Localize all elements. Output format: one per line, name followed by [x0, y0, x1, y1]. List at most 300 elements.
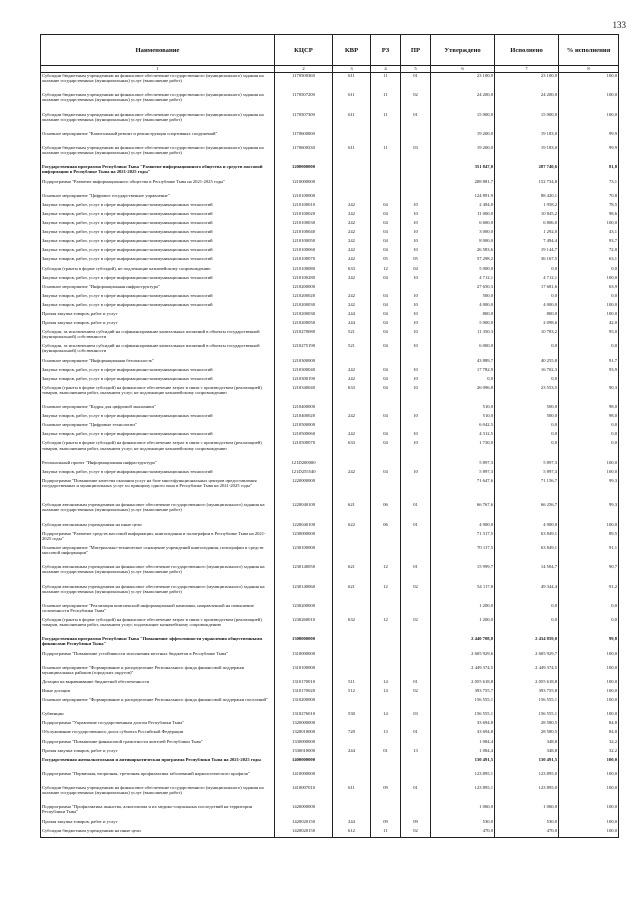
row-rz — [371, 531, 401, 545]
row-percent: 91,2 — [559, 584, 619, 603]
row-name: Основное мероприятие "Материально-техническое оснащение учреждений книгоиздания, полиграфии и средств массовой информации" — [41, 545, 275, 564]
row-kcsr: 1170600000 — [275, 131, 333, 145]
row-kvr: 242 — [333, 367, 371, 376]
row-pr: 01 — [401, 785, 431, 804]
row-executed: 19 183,0 — [495, 131, 559, 145]
row-rz: 12 — [371, 617, 401, 636]
row-approved: 208 881,7 — [431, 179, 495, 193]
row-executed: 17 681,6 — [495, 284, 559, 293]
row-rz: 11 — [371, 145, 401, 164]
row-name: Закупка товаров, работ, услуг в сфере информационно-коммуникационных технологий — [41, 220, 275, 229]
table-row — [41, 531, 619, 545]
row-kcsr: 1230260010 — [275, 617, 333, 636]
row-rz: 04 — [371, 202, 401, 211]
row-pr: 09 — [401, 819, 431, 828]
row-pr — [401, 665, 431, 679]
row-approved: 1 084,4 — [431, 739, 495, 748]
row-kvr: 633 — [333, 266, 371, 275]
row-kcsr: 1210100050 — [275, 238, 333, 247]
row-rz: 04 — [371, 320, 401, 329]
row-executed: 152 734,8 — [495, 179, 559, 193]
row-approved: 24 200,0 — [431, 92, 495, 111]
row-approved: 123 895,1 — [431, 771, 495, 785]
row-kvr — [333, 739, 371, 748]
row-pr: 10 — [401, 469, 431, 478]
table-row — [41, 460, 619, 469]
row-executed: 1 060,0 — [495, 804, 559, 818]
row-approved: 6 000,0 — [431, 343, 495, 357]
row-executed: 23 553,5 — [495, 385, 559, 404]
row-executed: 0,0 — [495, 293, 559, 302]
row-percent: 100,0 — [559, 522, 619, 531]
row-approved: 1 060,0 — [431, 804, 495, 818]
row-kvr — [333, 771, 371, 785]
row-kcsr: 1310170010 — [275, 679, 333, 688]
row-executed: 6 806,0 — [495, 220, 559, 229]
row-percent: 100,0 — [559, 665, 619, 679]
row-approved: 57 298,2 — [431, 256, 495, 265]
row-kvr: 242 — [333, 220, 371, 229]
col-header-executed: Исполнено — [495, 35, 559, 66]
row-executed: 15 000,0 — [495, 112, 559, 131]
row-rz: 04 — [371, 302, 401, 311]
row-rz: 04 — [371, 293, 401, 302]
table-row — [41, 828, 619, 838]
row-pr: 05 — [401, 256, 431, 265]
row-pr: 10 — [401, 229, 431, 238]
row-name: Дотации на выравнивание бюджетной обеспеченности — [41, 679, 275, 688]
row-executed: 19 183,0 — [495, 145, 559, 164]
row-percent: 78,5 — [559, 202, 619, 211]
col-num: 5 — [401, 66, 431, 73]
row-approved: 26 583,6 — [431, 247, 495, 256]
row-name: Субсидии автономным учреждениям на иные цели — [41, 522, 275, 531]
row-percent: 42,0 — [559, 320, 619, 329]
row-kcsr: 1300000000 — [275, 636, 333, 650]
row-percent: 99,8 — [559, 636, 619, 650]
row-kcsr: 1210200030 — [275, 311, 333, 320]
row-pr: 01 — [401, 729, 431, 738]
row-kcsr: 1420000000 — [275, 804, 333, 818]
row-executed: 23 100,0 — [495, 73, 559, 93]
row-pr: 03 — [401, 145, 431, 164]
row-rz: 14 — [371, 711, 401, 720]
table-row — [41, 748, 619, 757]
row-percent: 70,8 — [559, 193, 619, 202]
row-percent: 100,0 — [559, 697, 619, 711]
row-name: Закупка товаров, работ, услуг в сфере информационно-коммуникационных технологий — [41, 413, 275, 422]
row-pr: 01 — [401, 522, 431, 531]
table-row — [41, 247, 619, 256]
table-row — [41, 665, 619, 679]
col-header-pr: ПР — [401, 35, 431, 66]
row-rz — [371, 404, 401, 413]
row-percent: 100,0 — [559, 785, 619, 804]
row-approved: 71 647,6 — [431, 478, 495, 502]
row-name: Основное мероприятие "Цифровые технологии" — [41, 422, 275, 431]
row-percent: 63,1 — [559, 256, 619, 265]
row-percent: 73,1 — [559, 179, 619, 193]
row-approved: 70 117,5 — [431, 545, 495, 564]
row-approved: 1 200,0 — [431, 617, 495, 636]
row-kcsr: 1210100070 — [275, 256, 333, 265]
row-rz — [371, 757, 401, 771]
row-kvr: 621 — [333, 502, 371, 521]
row-percent: 100,0 — [559, 828, 619, 838]
row-kvr — [333, 636, 371, 650]
row-kvr: 242 — [333, 413, 371, 422]
row-kcsr: 1420020150 — [275, 819, 333, 828]
table-row — [41, 771, 619, 785]
row-kcsr: 1220040100 — [275, 522, 333, 531]
row-approved: 6 042,5 — [431, 422, 495, 431]
row-rz: 04 — [371, 469, 401, 478]
row-percent: 100,0 — [559, 804, 619, 818]
row-rz: 11 — [371, 92, 401, 111]
row-percent: 100,0 — [559, 771, 619, 785]
row-executed: 24 200,0 — [495, 92, 559, 111]
row-rz: 09 — [371, 819, 401, 828]
row-percent: 90,3 — [559, 385, 619, 404]
row-percent: 32,2 — [559, 748, 619, 757]
row-pr — [401, 531, 431, 545]
row-percent: 0,0 — [559, 422, 619, 431]
table-row — [41, 320, 619, 329]
table-row — [41, 440, 619, 459]
row-approved: 2 449 374,5 — [431, 665, 495, 679]
row-pr: 01 — [401, 112, 431, 131]
row-kcsr: 1210000000 — [275, 179, 333, 193]
row-approved: 43 889,7 — [431, 358, 495, 367]
table-row — [41, 697, 619, 711]
row-rz — [371, 651, 401, 665]
row-kvr: 242 — [333, 202, 371, 211]
row-kcsr: 1310200000 — [275, 697, 333, 711]
row-rz: 12 — [371, 266, 401, 275]
row-percent: 0,0 — [559, 440, 619, 459]
row-pr — [401, 422, 431, 431]
row-kvr: 511 — [333, 679, 371, 688]
row-pr — [401, 478, 431, 502]
table-row — [41, 413, 619, 422]
row-executed: 2 098,6 — [495, 320, 559, 329]
row-rz: 04 — [371, 229, 401, 238]
row-approved: 500,0 — [431, 293, 495, 302]
row-executed: 2 055 618,8 — [495, 679, 559, 688]
table-row — [41, 422, 619, 431]
row-rz: 04 — [371, 367, 401, 376]
row-kcsr: 1410000000 — [275, 771, 333, 785]
row-executed: 393 755,8 — [495, 688, 559, 697]
column-number-row — [41, 66, 619, 73]
row-pr: 02 — [401, 92, 431, 111]
row-kvr — [333, 651, 371, 665]
row-executed: 14 504,7 — [495, 564, 559, 583]
row-rz — [371, 284, 401, 293]
table-row — [41, 179, 619, 193]
row-kcsr: 1210300000 — [275, 358, 333, 367]
row-name: Подпрограмма "Развитие информационного общества в Республике Тыва на 2021-2025 годы" — [41, 179, 275, 193]
row-executed: 2 434 859,0 — [495, 636, 559, 650]
row-rz — [371, 665, 401, 679]
col-header-approved: Утверждено — [431, 35, 495, 66]
table-row — [41, 329, 619, 343]
row-executed: 348,8 — [495, 748, 559, 757]
table-row — [41, 545, 619, 564]
row-rz: 05 — [371, 256, 401, 265]
row-percent — [559, 376, 619, 385]
row-name: Субсидии автономным учреждениям на финансовое обеспечение государственного (муниципального) задания на оказание государственных (муниципальных) услуг (выполнение работ) — [41, 502, 275, 521]
row-percent: 100,0 — [559, 275, 619, 284]
row-executed: 36 167,5 — [495, 256, 559, 265]
row-approved: 17 782,9 — [431, 367, 495, 376]
row-approved: 5 000,0 — [431, 266, 495, 275]
row-kvr: 512 — [333, 688, 371, 697]
row-percent: 0,0 — [559, 617, 619, 636]
row-kvr — [333, 478, 371, 502]
row-kvr — [333, 131, 371, 145]
row-percent: 100,0 — [559, 651, 619, 665]
row-name: Закупка товаров, работ, услуг в сфере информационно-коммуникационных технологий — [41, 247, 275, 256]
row-pr: 10 — [401, 376, 431, 385]
row-approved: 510,0 — [431, 404, 495, 413]
row-executed: 1 958,2 — [495, 202, 559, 211]
row-kvr — [333, 164, 371, 178]
row-approved: 124 891,9 — [431, 193, 495, 202]
row-name: Обслуживание государственного долга субъекта Российской Федерации — [41, 729, 275, 738]
col-num: 3 — [333, 66, 371, 73]
row-percent: 100,0 — [559, 757, 619, 771]
row-kvr: 242 — [333, 275, 371, 284]
row-kcsr: 1420020150 — [275, 828, 333, 838]
row-executed: 156 555,1 — [495, 711, 559, 720]
table-row — [41, 302, 619, 311]
col-num: 8 — [559, 66, 619, 73]
col-num: 1 — [41, 66, 275, 73]
row-executed: 530,0 — [495, 819, 559, 828]
row-approved: 15 000,0 — [431, 112, 495, 131]
table-row — [41, 293, 619, 302]
row-kvr: 244 — [333, 819, 371, 828]
row-kcsr: 1210300040 — [275, 367, 333, 376]
row-name: Закупка товаров, работ, услуг в сфере информационно-коммуникационных технологий — [41, 431, 275, 440]
row-name: Закупка товаров, работ, услуг в сфере информационно-коммуникационных технологий — [41, 367, 275, 376]
row-percent: 32,2 — [559, 739, 619, 748]
row-rz: 06 — [371, 522, 401, 531]
row-kcsr: 1330010000 — [275, 748, 333, 757]
row-pr — [401, 460, 431, 469]
budget-table — [40, 34, 619, 838]
row-kvr: 632 — [333, 617, 371, 636]
row-pr: 10 — [401, 293, 431, 302]
row-kcsr: 1210400020 — [275, 413, 333, 422]
row-pr: 13 — [401, 748, 431, 757]
row-name: Прочая закупка товаров, работ и услуг — [41, 748, 275, 757]
row-percent: 84,8 — [559, 729, 619, 738]
table-row — [41, 804, 619, 818]
row-rz — [371, 358, 401, 367]
row-rz — [371, 720, 401, 729]
row-rz: 01 — [371, 748, 401, 757]
row-kcsr: 1210340040 — [275, 385, 333, 404]
table-row — [41, 564, 619, 583]
row-executed: 88 420,1 — [495, 193, 559, 202]
row-pr — [401, 404, 431, 413]
row-kcsr: 1210400000 — [275, 404, 333, 413]
row-kcsr: 1230000000 — [275, 531, 333, 545]
row-kvr: 720 — [333, 729, 371, 738]
row-pr — [401, 164, 431, 178]
row-name: Государственная программа Республики Тыва "Повышение эффективности управления общественными финансами Республики Тыва" — [41, 636, 275, 650]
row-kvr — [333, 697, 371, 711]
row-name: Подпрограмма "Первичная, вторичная, третичная профилактика заболеваний наркологического профиля" — [41, 771, 275, 785]
row-pr — [401, 757, 431, 771]
row-percent: 63,9 — [559, 284, 619, 293]
row-pr: 10 — [401, 440, 431, 459]
row-percent: 84,8 — [559, 720, 619, 729]
row-executed: 287 740,6 — [495, 164, 559, 178]
row-executed: 348,8 — [495, 739, 559, 748]
row-percent: 100,0 — [559, 92, 619, 111]
row-rz: 04 — [371, 329, 401, 343]
row-rz: 09 — [371, 785, 401, 804]
row-rz: 04 — [371, 431, 401, 440]
row-percent: 99,3 — [559, 478, 619, 502]
row-name: Прочая закупка товаров, работ и услуг — [41, 819, 275, 828]
row-executed: 49 344,4 — [495, 584, 559, 603]
table-row — [41, 819, 619, 828]
row-percent: 0,0 — [559, 266, 619, 275]
row-rz — [371, 460, 401, 469]
row-approved: 5 897,3 — [431, 460, 495, 469]
row-kvr — [333, 358, 371, 367]
row-kcsr: 1210100080 — [275, 266, 333, 275]
row-kcsr: 1310276010 — [275, 711, 333, 720]
row-name: Основное мероприятие "Кадры для цифровой экономики" — [41, 404, 275, 413]
row-kvr — [333, 284, 371, 293]
row-rz: 11 — [371, 828, 401, 838]
row-rz: 06 — [371, 502, 401, 521]
row-percent: 0,0 — [559, 603, 619, 617]
row-percent: 100,0 — [559, 311, 619, 320]
col-header-kvr: КВР — [333, 35, 371, 66]
table-row — [41, 311, 619, 320]
row-name: Государственная антиалкогольная и антинаркотическая программа Республики Тыва на 2021-2025 годы — [41, 757, 275, 771]
row-rz — [371, 164, 401, 178]
row-rz: 14 — [371, 688, 401, 697]
table-row — [41, 229, 619, 238]
col-num: 4 — [371, 66, 401, 73]
row-approved: 33 694,8 — [431, 729, 495, 738]
table-row — [41, 469, 619, 478]
table-row — [41, 385, 619, 404]
row-percent: 81,8 — [559, 164, 619, 178]
table-row — [41, 729, 619, 738]
table-row — [41, 478, 619, 502]
row-kvr: 242 — [333, 302, 371, 311]
row-approved: 2 440 708,8 — [431, 636, 495, 650]
row-executed: 130 491,5 — [495, 757, 559, 771]
row-percent: 89,5 — [559, 531, 619, 545]
row-name: Основное мероприятие "Формирование и распределение Регионального фонда финансовой поддержки муниципальных районов (городских округов)" — [41, 665, 275, 679]
row-name: Государственная программа Республики Тыва "Развитие информационного общества и средств массовой информации в Республике Тыва на 2021-2025 годы" — [41, 164, 275, 178]
row-percent: 98,0 — [559, 413, 619, 422]
row-rz: 04 — [371, 220, 401, 229]
row-name: Основное мероприятие "Цифровое государственное управление" — [41, 193, 275, 202]
row-pr: 10 — [401, 367, 431, 376]
table-row — [41, 112, 619, 131]
row-kcsr: 1210200000 — [275, 284, 333, 293]
row-percent: 100,0 — [559, 460, 619, 469]
row-pr — [401, 193, 431, 202]
row-executed: 470,0 — [495, 828, 559, 838]
row-name: Субсидии, за исключением субсидий на софинансирование капитальных вложений в объекты государственной (муниципальной) собственности — [41, 329, 275, 343]
row-name: Закупка товаров, работ, услуг в сфере информационно-коммуникационных технологий — [41, 376, 275, 385]
row-executed: 16 702,3 — [495, 367, 559, 376]
row-kvr: 521 — [333, 343, 371, 357]
row-pr — [401, 603, 431, 617]
row-percent: 100,0 — [559, 302, 619, 311]
row-pr — [401, 804, 431, 818]
row-approved: 11 000,0 — [431, 211, 495, 220]
row-kvr: 242 — [333, 211, 371, 220]
row-pr: 10 — [401, 247, 431, 256]
row-approved: 27 650,3 — [431, 284, 495, 293]
row-rz: 14 — [371, 679, 401, 688]
table-row — [41, 275, 619, 284]
row-pr — [401, 179, 431, 193]
row-executed: 19 144,7 — [495, 247, 559, 256]
row-approved: 15 999,7 — [431, 564, 495, 583]
row-approved: 1 084,4 — [431, 748, 495, 757]
row-name: Подпрограмма "Повышение финансовой грамотности жителей Республики Тыва" — [41, 739, 275, 748]
table-row — [41, 617, 619, 636]
row-kcsr: 1310170020 — [275, 688, 333, 697]
row-rz: 11 — [371, 112, 401, 131]
table-row — [41, 431, 619, 440]
row-kvr — [333, 193, 371, 202]
row-name: Закупка товаров, работ, услуг в сфере информационно-коммуникационных технологий — [41, 302, 275, 311]
row-approved: 2 055 618,8 — [431, 679, 495, 688]
row-rz: 04 — [371, 413, 401, 422]
row-executed: 123 895,0 — [495, 771, 559, 785]
row-name: Подпрограмма "Повышение устойчивости исполнения местных бюджетов в Республике Тыва" — [41, 651, 275, 665]
row-kvr — [333, 531, 371, 545]
row-pr — [401, 771, 431, 785]
table-row — [41, 92, 619, 111]
row-kvr: 611 — [333, 112, 371, 131]
col-header-name: Наименование — [41, 35, 275, 66]
row-name: Субсидии (гранты в форме субсидий) на финансовое обеспечение затрат в связи с производством (реализацией) товаров, выполнением работ, оказанием услуг, не подлежащие казначейскому сопровождению — [41, 440, 275, 459]
row-kvr: 611 — [333, 145, 371, 164]
row-executed: 800,0 — [495, 311, 559, 320]
row-pr — [401, 284, 431, 293]
row-approved: 54 117,8 — [431, 584, 495, 603]
row-name: Субсидии бюджетным учреждениям на финансовое обеспечение государственного (муниципального) задания на оказание государственных (муниципальных) услуг (выполнение работ) — [41, 92, 275, 111]
row-executed: 10 783,2 — [495, 329, 559, 343]
table-row — [41, 193, 619, 202]
row-pr — [401, 545, 431, 564]
row-rz: 04 — [371, 238, 401, 247]
row-approved: 2 605 929,6 — [431, 651, 495, 665]
row-kcsr: 1320010000 — [275, 729, 333, 738]
row-pr: 01 — [401, 679, 431, 688]
row-executed: 5 897,3 — [495, 460, 559, 469]
row-approved: 156 555,1 — [431, 711, 495, 720]
row-kvr: 530 — [333, 711, 371, 720]
row-pr: 10 — [401, 311, 431, 320]
row-executed: 0,0 — [495, 431, 559, 440]
